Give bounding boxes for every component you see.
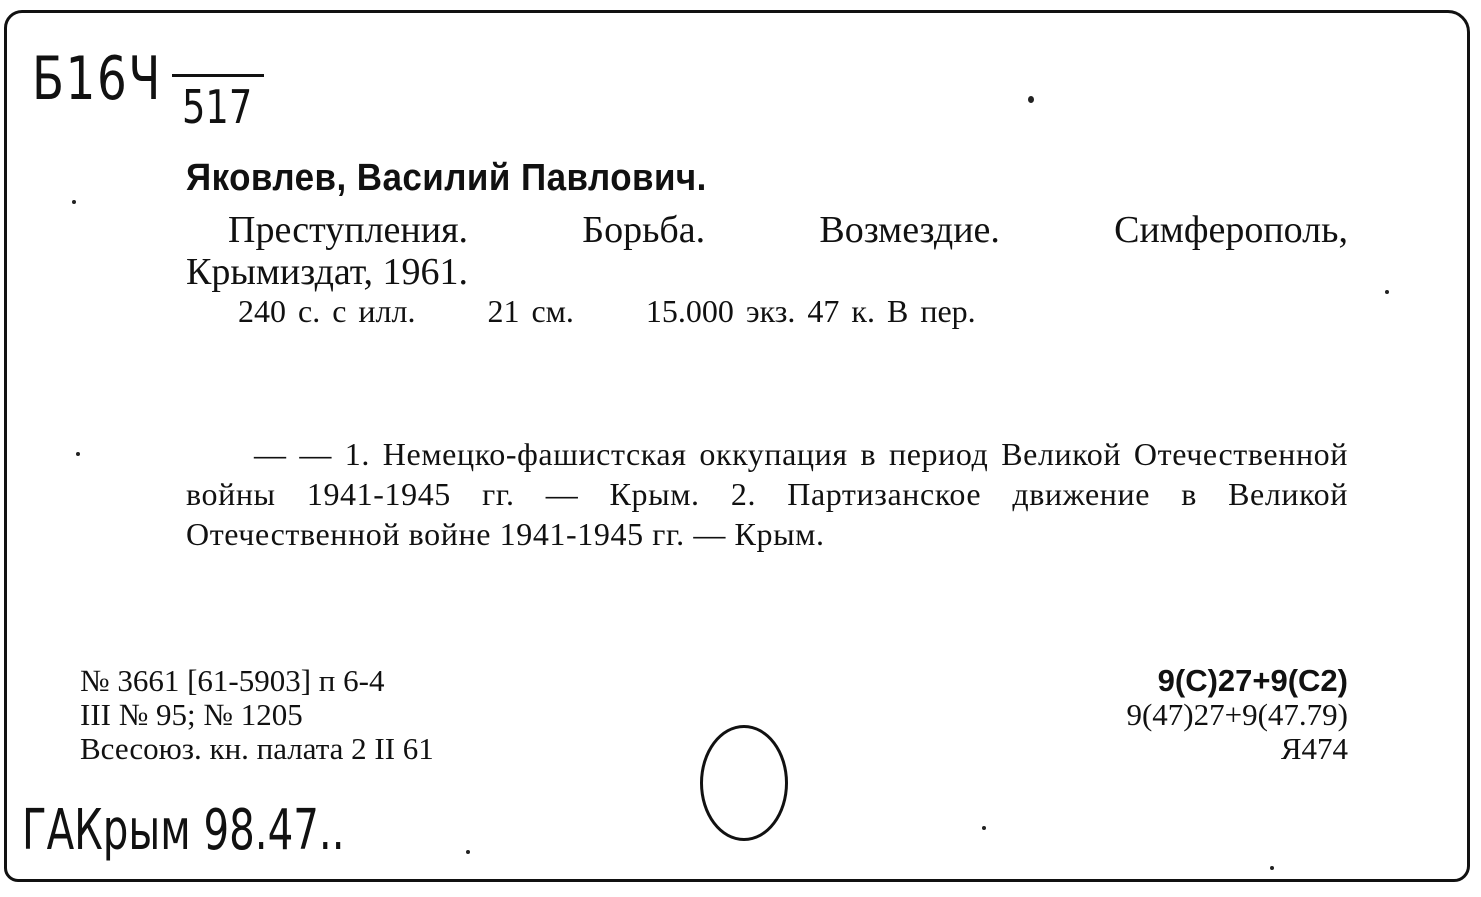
physical-description [238, 293, 1036, 330]
classification-code-1: 9(С)27+9(С2) [1157, 663, 1348, 698]
subject-headings [186, 434, 1348, 554]
scan-speck [466, 850, 470, 854]
fraction-bar [172, 74, 264, 77]
title-part-2: Борьба. [582, 209, 706, 251]
description-size: 21 см. [487, 293, 574, 329]
handwritten-call-number: Б16Ч [32, 44, 162, 114]
scan-speck [1028, 96, 1034, 103]
description-pages: 240 с. с илл. [238, 293, 416, 329]
registration-number: № 3661 [61-5903] п 6-4 [80, 663, 385, 698]
scan-speck [1270, 866, 1274, 870]
handwritten-archive-code: ГАКрым 98.47.. [22, 798, 345, 863]
author-mark: Я474 [1280, 731, 1348, 766]
issuing-chamber: Всесоюз. кн. палата 2 II 61 [80, 731, 434, 766]
author-heading: Яковлев, Василий Павлович. [186, 157, 707, 199]
handwritten-fraction-denominator: 517 [182, 80, 253, 134]
classification-code-2: 9(47)27+9(47.79) [1126, 697, 1348, 732]
classification-codes [1126, 664, 1348, 766]
scan-speck [72, 200, 76, 204]
scan-speck [76, 452, 80, 456]
description-edition: 15.000 экз. 47 к. В пер. [645, 293, 976, 329]
title-part-3: Возмездие. [819, 209, 1000, 251]
punch-hole [700, 725, 788, 841]
scan-speck [982, 826, 986, 830]
scan-speck [1385, 290, 1389, 294]
publisher-line: Крымиздат, 1961. [186, 251, 469, 293]
title-line [186, 208, 1348, 252]
subjects-text: — — 1. Немецко-фашистская оккупация в период Великой Отечественной войны 1941-1945 гг. — Крым. 2. Партизанское движение в Великой Отечественной войне 1941-1945 гг. — Крым. [186, 436, 1348, 552]
title-part-1: Преступления. [228, 209, 469, 251]
card-registration-info [80, 664, 434, 766]
title-part-4: Симферополь, [1114, 209, 1348, 251]
registration-series: III № 95; № 1205 [80, 697, 303, 732]
